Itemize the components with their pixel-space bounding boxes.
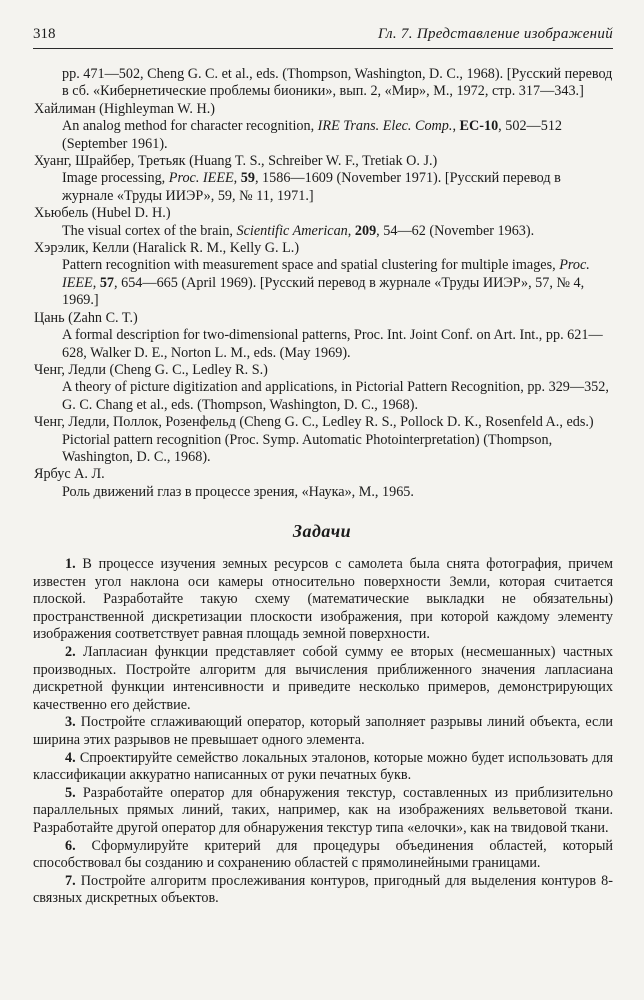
reference-author: Хьюбель (Hubel D. H.) <box>34 205 171 222</box>
reference-entry <box>62 257 614 309</box>
reference-bold: 209 <box>354 222 377 239</box>
task-number: 6. <box>65 837 76 854</box>
reference-entry: Pictorial pattern recognition (Proc. Symp. Automatic Photointerpretation) (Thompson, Washington, D. C., 1968). <box>62 431 553 465</box>
task-number: 4. <box>65 749 76 766</box>
reference-author: Ченг, Ледли, Поллок, Розенфельд (Cheng G. C., Ledley R. S., Pollock D. K., Rosenfeld A., eds.) <box>34 414 594 431</box>
reference-pre: The visual cortex of the brain, <box>62 222 237 239</box>
task-number: 1. <box>65 556 76 572</box>
task-number: 3. <box>65 714 76 731</box>
task-item <box>33 785 613 838</box>
task-text: В процессе изучения земных ресурсов с самолета была снята фотография, причем известен угол наклона оси камеры относительно поверхности Земли, которая считается плоской. Разработайте такую схему (математические выкладки не обязательны) пространственной дискретизации плоскости изображения, при которой каждому элементу изображения соответствует равная площадь земной поверхности. <box>33 556 613 643</box>
task-text: Сформулируйте критерий для процедуры объединения областей, который способствовал бы созданию и сохранению областей с прямолинейными границами. <box>33 837 613 872</box>
reference-bold: 57 <box>99 274 115 291</box>
task-number: 2. <box>65 643 76 660</box>
reference-author: Хуанг, Шрайбер, Третьяк (Huang T. S., Schreiber W. F., Tretiak O. J.) <box>34 153 438 170</box>
reference-mid: , <box>92 274 100 291</box>
reference-pre: Image processing, <box>62 170 169 187</box>
task-item <box>33 838 613 873</box>
reference-bold: 59 <box>240 170 255 187</box>
task-number: 5. <box>65 784 76 801</box>
page-header <box>33 22 613 49</box>
reference-pre: An analog method for character recognition, <box>62 118 318 135</box>
section-title: Задачи <box>292 521 352 541</box>
reference-author: Хайлиман (Highleyman W. H.) <box>34 100 215 117</box>
reference-post: , 1586—1609 (November 1971). [Русский перевод в журнале «Труды ИИЭР», 59, № 11, 1971.] <box>62 170 561 204</box>
reference-ital: Scientific American <box>236 222 348 239</box>
reference-author: Цань (Zahn C. T.) <box>34 309 138 326</box>
running-head: Гл. 7. Представление изображений <box>377 26 613 42</box>
task-item <box>33 714 613 749</box>
reference-mid: , <box>233 170 241 187</box>
tasks-list <box>33 556 613 908</box>
reference-entry <box>62 170 614 205</box>
reference-entry: pp. 471—502, Cheng G. C. et al., eds. (Thompson, Washington, D. C., 1968). [Русский перевод в сб. «Кибернетические проблемы бионики», вып. 2, «Мир», М., 1972, стр. 317—343.] <box>62 66 613 100</box>
reference-entry <box>62 223 614 240</box>
task-text: Постройте алгоритм прослеживания контуров, пригодный для выделения контуров 8-связных дискретных объектов. <box>33 872 613 907</box>
task-number: 7. <box>65 872 76 889</box>
task-item <box>33 644 613 714</box>
task-item <box>33 873 613 908</box>
reference-post: , 654—665 (April 1969). [Русский перевод в журнале «Труды ИИЭР», 57, № 4, 1969.] <box>62 274 585 309</box>
reference-author: Ярбус А. Л. <box>34 466 105 483</box>
reference-ital: IRE Trans. Elec. Comp. <box>317 118 453 135</box>
reference-bold: EC-10 <box>459 118 499 135</box>
page-number: 318 <box>33 26 56 42</box>
task-text: Разработайте оператор для обнаружения текстур, составленных из приблизительно параллельных прямых линий, таких, например, как на изображениях вельветовой ткани. Разработайте другой оператор для обнаружения текстур типа «елочки», как на твидовой ткани. <box>33 784 613 836</box>
reference-author: Хэрэлик, Келли (Haralick R. M., Kelly G. L.) <box>34 240 300 257</box>
reference-post: , 502—512 (September 1961). <box>62 118 563 152</box>
reference-ital: Proc. IEEE <box>168 170 234 187</box>
reference-pre: Pattern recognition with measurement space and spatial clustering for multiple images, <box>62 257 560 274</box>
task-text: Лапласиан функции представляет собой сумму ее вторых (несмешанных) частных производных. Постройте алгоритм для вычисления приближенного значения лапласиана дискретной функции интенсивности и приведите несколько примеров, демонстрирующих качественно его действие. <box>33 643 613 713</box>
reference-mid: , <box>452 118 460 135</box>
reference-author: Ченг, Ледли (Cheng G. C., Ledley R. S.) <box>34 361 268 378</box>
task-item <box>33 556 613 644</box>
task-item <box>33 750 613 785</box>
reference-entry: A theory of picture digitization and applications, in Pictorial Pattern Recognition, pp. 329—352, G. C. Chang et al., eds. (Thompson, Washington, D. C., 1968). <box>62 379 609 413</box>
task-text: Постройте сглаживающий оператор, который заполняет разрывы линий объекта, если ширина этих разрывов не превышает одного элемента. <box>33 714 613 748</box>
reference-entry <box>62 118 614 153</box>
reference-entry: Роль движений глаз в процессе зрения, «Наука», М., 1965. <box>62 483 414 500</box>
task-text: Спроектируйте семейство локальных эталонов, которые можно будет использовать для классификации аккуратно написанных от руки печатных букв. <box>33 749 613 784</box>
reference-entry: A formal description for two-dimensional patterns, Proc. Int. Joint Conf. on Art. Int., pp. 621—628, Walker D. E., Norton L. M., eds. (May 1969). <box>62 327 603 361</box>
references-list <box>34 66 614 501</box>
reference-mid: , <box>347 222 355 239</box>
reference-ital: Proc. IEEE <box>62 257 590 291</box>
reference-post: , 54—62 (November 1963). <box>376 222 535 239</box>
